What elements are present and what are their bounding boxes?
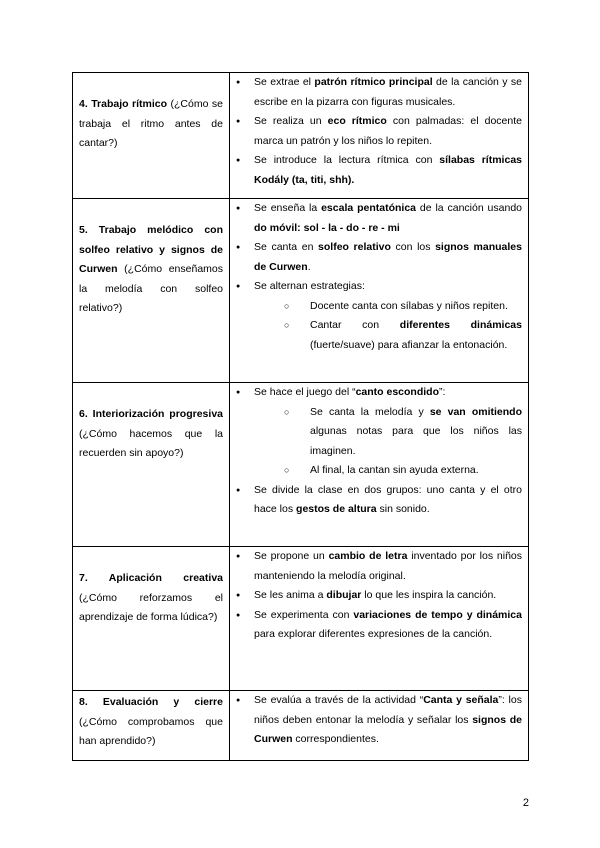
- body-text: de la canción usando: [416, 202, 522, 214]
- emphasis-text: do móvil: sol - la - do - re - mi: [254, 221, 400, 234]
- step-title: 8. Evaluación y cierre: [79, 696, 223, 708]
- table-row: [73, 547, 529, 691]
- body-text: Se introduce la lectura rítmica con: [254, 154, 440, 166]
- emphasis-text: Canta y señala: [423, 694, 499, 706]
- emphasis-text: se van omitiendo: [429, 405, 522, 418]
- activity-item: [236, 586, 522, 606]
- activity-subitem: [254, 316, 522, 355]
- emphasis-text: variaciones de tempo y dinámica: [353, 608, 522, 621]
- step-title: 6. Interiorización progresiva: [79, 408, 223, 420]
- activity-sublist: [254, 403, 522, 481]
- step-cell: [73, 691, 230, 761]
- body-text: Se experimenta con: [254, 608, 354, 621]
- body-text: Se evalúa a través de la actividad “: [254, 694, 424, 706]
- body-text: algunas notas para que los niños las imaginen.: [310, 425, 522, 457]
- emphasis-text: diferentes dinámicas: [399, 319, 522, 331]
- body-text: Se les anima a: [254, 589, 327, 601]
- activity-list: [236, 383, 522, 520]
- step-cell: [73, 547, 230, 691]
- body-text: correspondientes.: [292, 733, 379, 745]
- emphasis-text: dibujar: [326, 589, 362, 601]
- activity-cell: [230, 73, 529, 199]
- table-row: [73, 691, 529, 761]
- activity-item: [236, 238, 522, 277]
- emphasis-text: gestos de altura: [296, 503, 377, 515]
- activity-item: [236, 199, 522, 238]
- activity-item: [236, 691, 522, 750]
- activity-list: [236, 199, 522, 355]
- activity-subitem: [254, 403, 522, 462]
- activity-list: [236, 73, 522, 190]
- body-text: Se alternan estrategias:: [254, 280, 365, 292]
- body-text: .: [307, 260, 311, 273]
- activity-sublist: [254, 297, 522, 356]
- step-cell: [73, 73, 230, 199]
- emphasis-text: signos manuales de Curwen: [254, 241, 522, 273]
- step-question: (¿Cómo reforzamos el aprendizaje de forma lúdica?): [79, 591, 223, 623]
- body-text: Docente canta con sílabas y niños repiten.: [310, 299, 508, 312]
- activity-subitem: [254, 461, 522, 481]
- activity-cell: [230, 691, 529, 761]
- emphasis-text: signos de Curwen: [254, 713, 522, 745]
- body-text: con los: [390, 241, 436, 253]
- activity-item: [236, 481, 522, 520]
- step-question: (¿Cómo enseñamos la melodía con solfeo relativo?): [79, 263, 223, 314]
- step-question: (¿Cómo hacemos que la recuerden sin apoyo?): [79, 427, 223, 459]
- step-title: 4. Trabajo rítmico: [79, 98, 168, 110]
- body-text: Se propone un: [254, 550, 329, 562]
- step-title: 7. Aplicación creativa: [79, 572, 223, 584]
- emphasis-text: cambio de letra: [328, 550, 408, 562]
- emphasis-text: patrón rítmico principal: [314, 76, 433, 88]
- activity-list: [236, 547, 522, 645]
- activity-cell: [230, 547, 529, 691]
- step-question: (¿Cómo comprobamos que han aprendido?): [79, 715, 223, 747]
- body-text: ”: los niños deben entonar la melodía y señalar los: [254, 694, 522, 726]
- body-text: Se hace el juego del “: [254, 386, 356, 398]
- activity-subitem: [254, 297, 522, 317]
- body-text: con palmadas: el docente marca un patrón y los niños lo repiten.: [254, 115, 522, 147]
- emphasis-text: escala pentatónica: [321, 202, 417, 214]
- table-row: [73, 199, 529, 383]
- page-number: 2: [522, 797, 529, 809]
- activity-item: [236, 277, 522, 355]
- emphasis-text: sílabas rítmicas Kodály (ta, titi, shh).: [254, 154, 522, 186]
- body-text: (fuerte/suave) para afianzar la entonación.: [310, 338, 508, 351]
- emphasis-text: eco rítmico: [327, 115, 387, 127]
- step-title: 5. Trabajo melódico con solfeo relativo y signos de Curwen: [79, 224, 223, 275]
- step-cell: [73, 383, 230, 547]
- body-text: Cantar con: [310, 319, 400, 331]
- body-text: de la canción y se escribe en la pizarra con figuras musicales.: [254, 76, 523, 108]
- body-text: lo que les inspira la canción.: [361, 589, 497, 601]
- body-text: Se realiza un: [254, 115, 328, 127]
- body-text: sin sonido.: [376, 503, 430, 515]
- step-question: (¿Cómo se trabaja el ritmo antes de cantar?): [79, 98, 223, 149]
- emphasis-text: canto escondido: [355, 386, 440, 398]
- body-text: Se extrae el: [254, 76, 315, 88]
- activity-cell: [230, 383, 529, 547]
- activity-item: [236, 547, 522, 586]
- activity-item: [236, 151, 522, 190]
- table-row: [73, 383, 529, 547]
- activity-item: [236, 606, 522, 645]
- body-text: Se canta en: [254, 241, 319, 253]
- activity-item: [236, 383, 522, 481]
- body-text: para explorar diferentes expresiones de la canción.: [254, 628, 493, 640]
- activity-item: [236, 73, 522, 112]
- table-row: [73, 73, 529, 199]
- activity-list: [236, 691, 522, 750]
- body-text: Se canta la melodía y: [310, 405, 430, 418]
- body-text: Al final, la cantan sin ayuda externa.: [310, 464, 479, 476]
- step-cell: [73, 199, 230, 383]
- emphasis-text: solfeo relativo: [318, 241, 391, 253]
- lesson-table: [72, 72, 529, 761]
- body-text: ”:: [439, 386, 446, 398]
- activity-item: [236, 112, 522, 151]
- body-text: Se divide la clase en dos grupos: uno canta y el otro hace los: [254, 483, 522, 515]
- body-text: inventado por los niños manteniendo la melodía original.: [254, 550, 523, 582]
- body-text: Se enseña la: [254, 202, 322, 214]
- activity-cell: [230, 199, 529, 383]
